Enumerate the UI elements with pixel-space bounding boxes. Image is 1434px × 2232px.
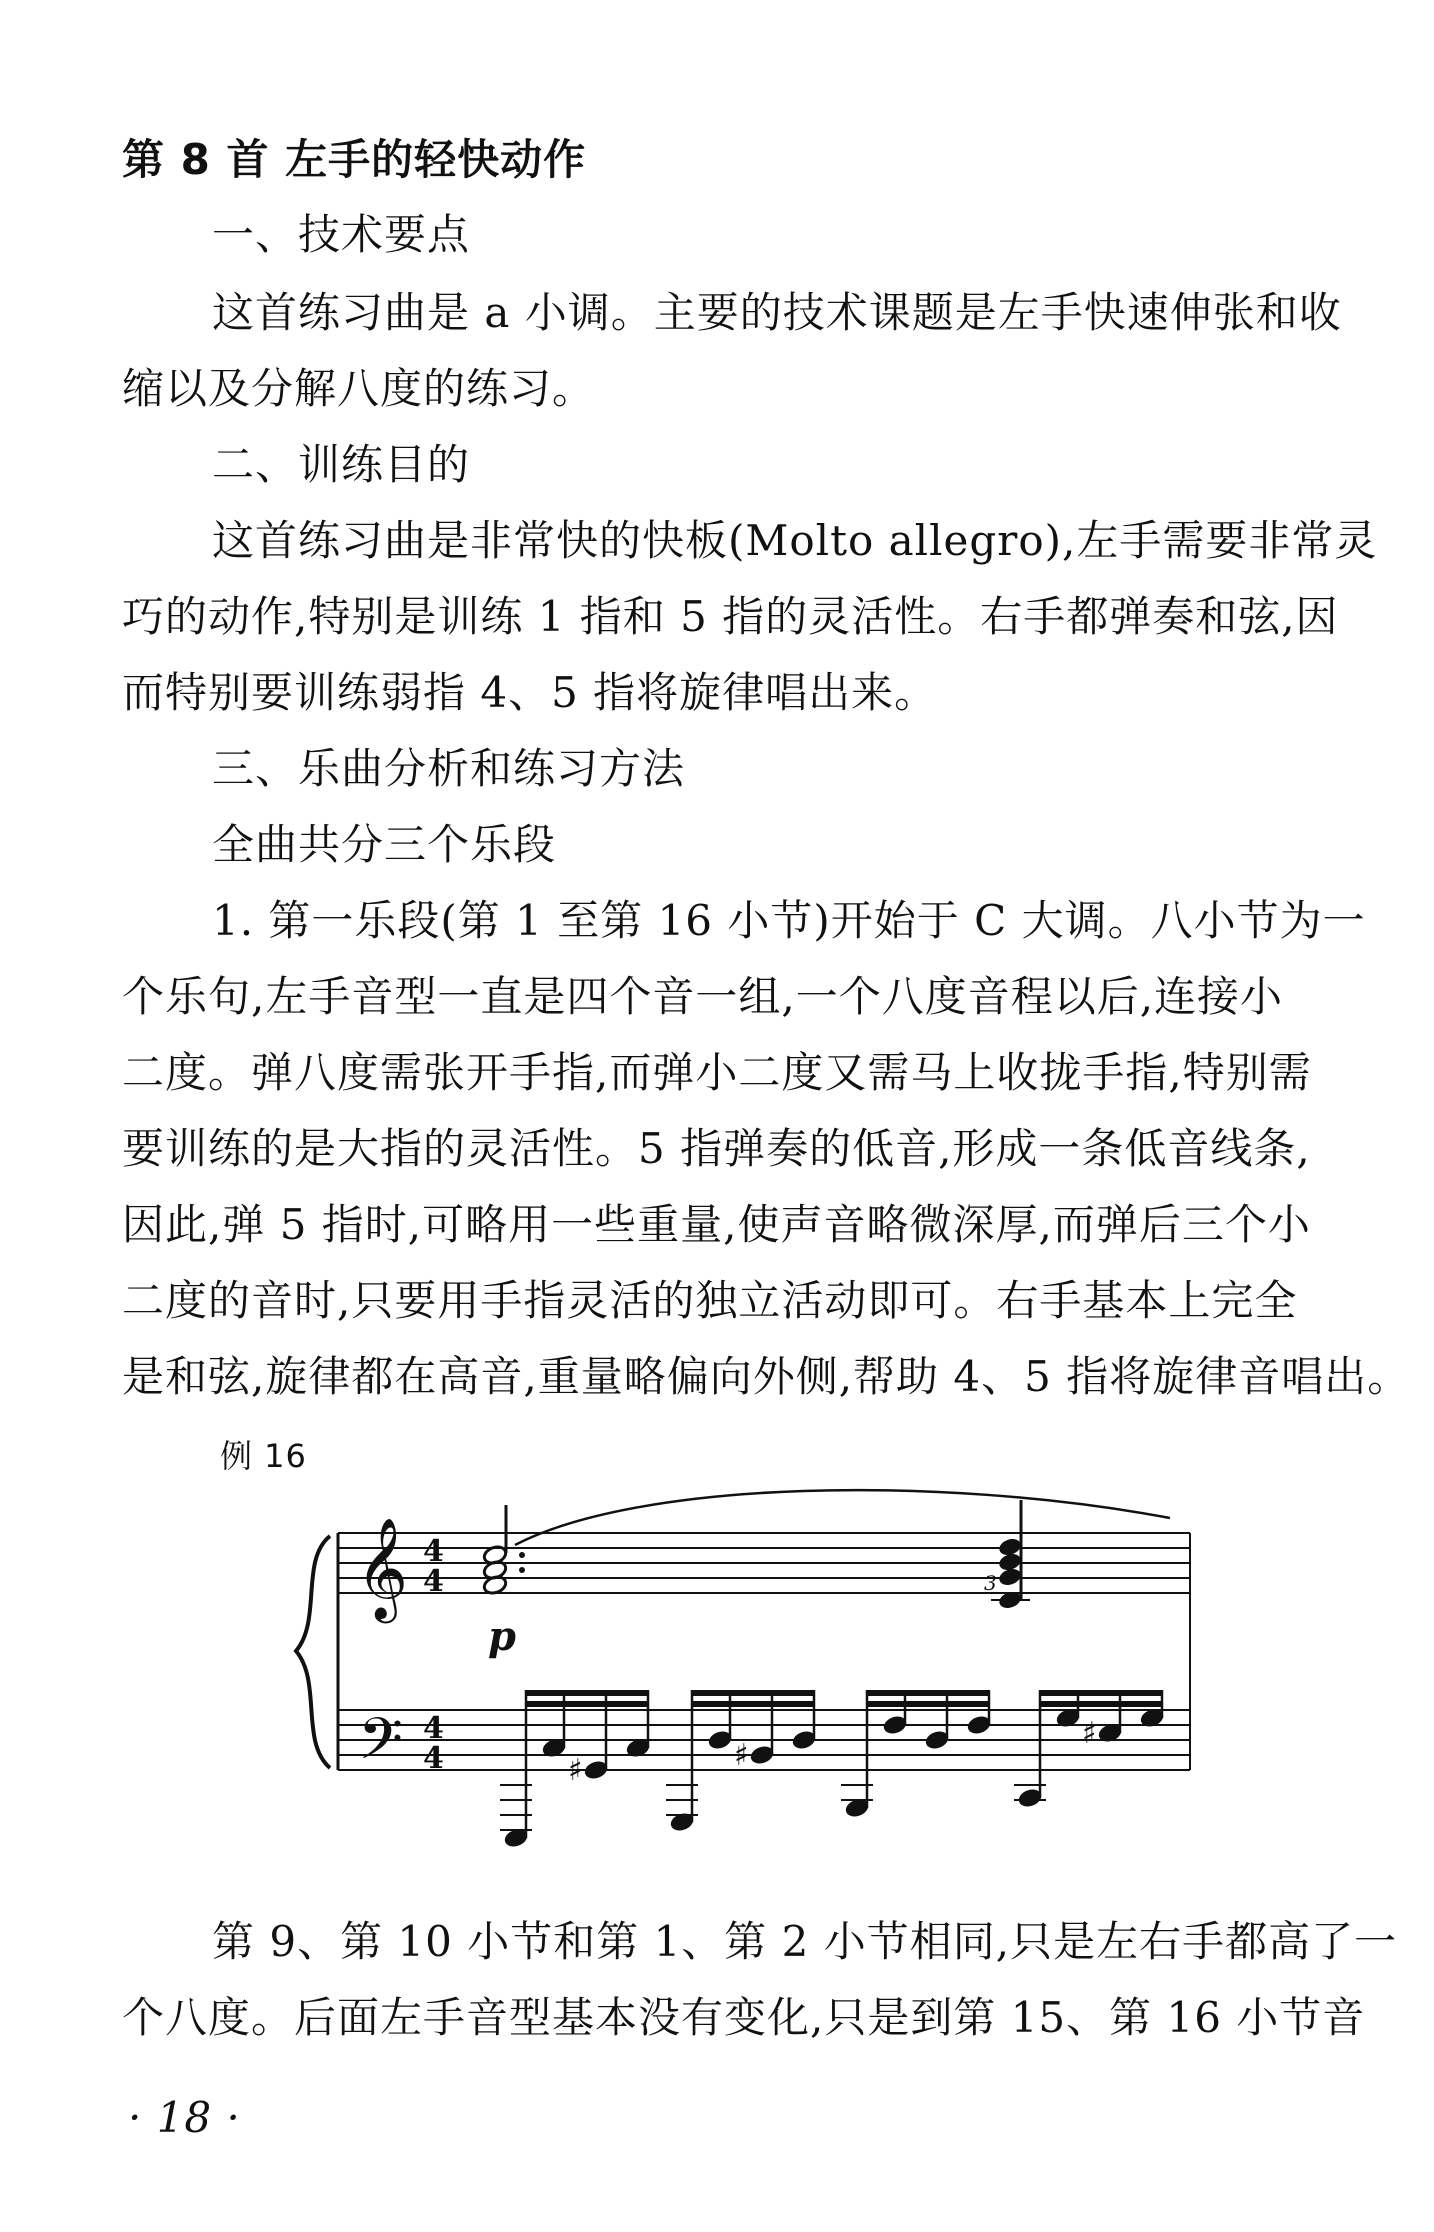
paragraph-line: 二度的音时,只要用手指灵活的独立活动即可。右手基本上完全 [122, 1276, 1298, 1325]
paragraph-line: 因此,弹 5 指时,可略用一些重量,使声音略微深厚,而弹后三个小 [122, 1200, 1311, 1249]
quarter-note-chord [991, 1500, 1030, 1611]
paragraph-line: 是和弦,旋律都在高音,重量略偏向外侧,帮助 4、5 指将旋律音唱出。 [122, 1352, 1411, 1401]
time-sig-top: 4 [423, 1534, 444, 1569]
dynamic-mark: p [488, 1613, 516, 1660]
paragraph-line: 缩以及分解八度的练习。 [122, 364, 596, 413]
sharp-icon: ♯ [568, 1753, 583, 1788]
paragraph-line: 二度。弹八度需张开手指,而弹小二度又需马上收拢手指,特别需 [122, 1048, 1312, 1097]
paragraph-line: 要训练的是大指的灵活性。5 指弹奏的低音,形成一条低音线条, [122, 1124, 1311, 1173]
beam [867, 1690, 989, 1696]
sharp-icon: ♯ [734, 1738, 749, 1773]
beam [526, 1701, 648, 1707]
bass-clef-icon: 𝄢 [358, 1705, 404, 1787]
sharp-icon: ♯ [1082, 1716, 1097, 1751]
page-number: · 18 · [128, 2093, 241, 2142]
section-title: 第 8 首 左手的轻快动作 [122, 135, 587, 184]
half-note-chord [482, 1505, 508, 1596]
time-sig-bottom: 4 [423, 1711, 444, 1746]
dot [519, 1552, 525, 1558]
slur [515, 1490, 1170, 1545]
beam [526, 1690, 648, 1696]
beam [692, 1690, 814, 1696]
heading-training-goal: 二、训练目的 [212, 440, 471, 489]
paragraph-line: 这首练习曲是非常快的快板(Molto allegro),左手需要非常灵 [212, 516, 1378, 565]
beam [692, 1701, 814, 1707]
paragraph-line: 个乐句,左手音型一直是四个音一组,一个八度音程以后,连接小 [122, 972, 1284, 1021]
treble-clef-icon: 𝄞 [356, 1516, 409, 1619]
paragraph-line: 个八度。后面左手音型基本没有变化,只是到第 15、第 16 小节音 [122, 1993, 1366, 2042]
time-sig-bottom: 4 [423, 1741, 444, 1776]
beam [867, 1701, 989, 1707]
time-sig-top: 4 [423, 1564, 444, 1599]
finger-number: 3 [984, 1571, 997, 1595]
dot [519, 1567, 525, 1573]
treble-staff [338, 1533, 1190, 1593]
heading-key-points: 一、技术要点 [212, 210, 471, 259]
subheading-sections: 全曲共分三个乐段 [212, 820, 557, 869]
paragraph-line: 巧的动作,特别是训练 1 指和 5 指的灵活性。右手都弹奏和弦,因 [122, 592, 1339, 641]
example-label: 例 16 [220, 1437, 307, 1475]
brace [296, 1536, 330, 1768]
heading-analysis: 三、乐曲分析和练习方法 [212, 744, 686, 793]
beam [1040, 1701, 1162, 1707]
paragraph-line: 第 9、第 10 小节和第 1、第 2 小节相同,只是左右手都高了一 [212, 1917, 1398, 1966]
paragraph-line: 1. 第一乐段(第 1 至第 16 小节)开始于 C 大调。八小节为一 [212, 896, 1366, 945]
paragraph-line: 这首练习曲是 a 小调。主要的技术课题是左手快速伸张和收 [212, 288, 1342, 337]
paragraph-line: 而特别要训练弱指 4、5 指将旋律唱出来。 [122, 668, 938, 717]
beam [1040, 1690, 1162, 1696]
